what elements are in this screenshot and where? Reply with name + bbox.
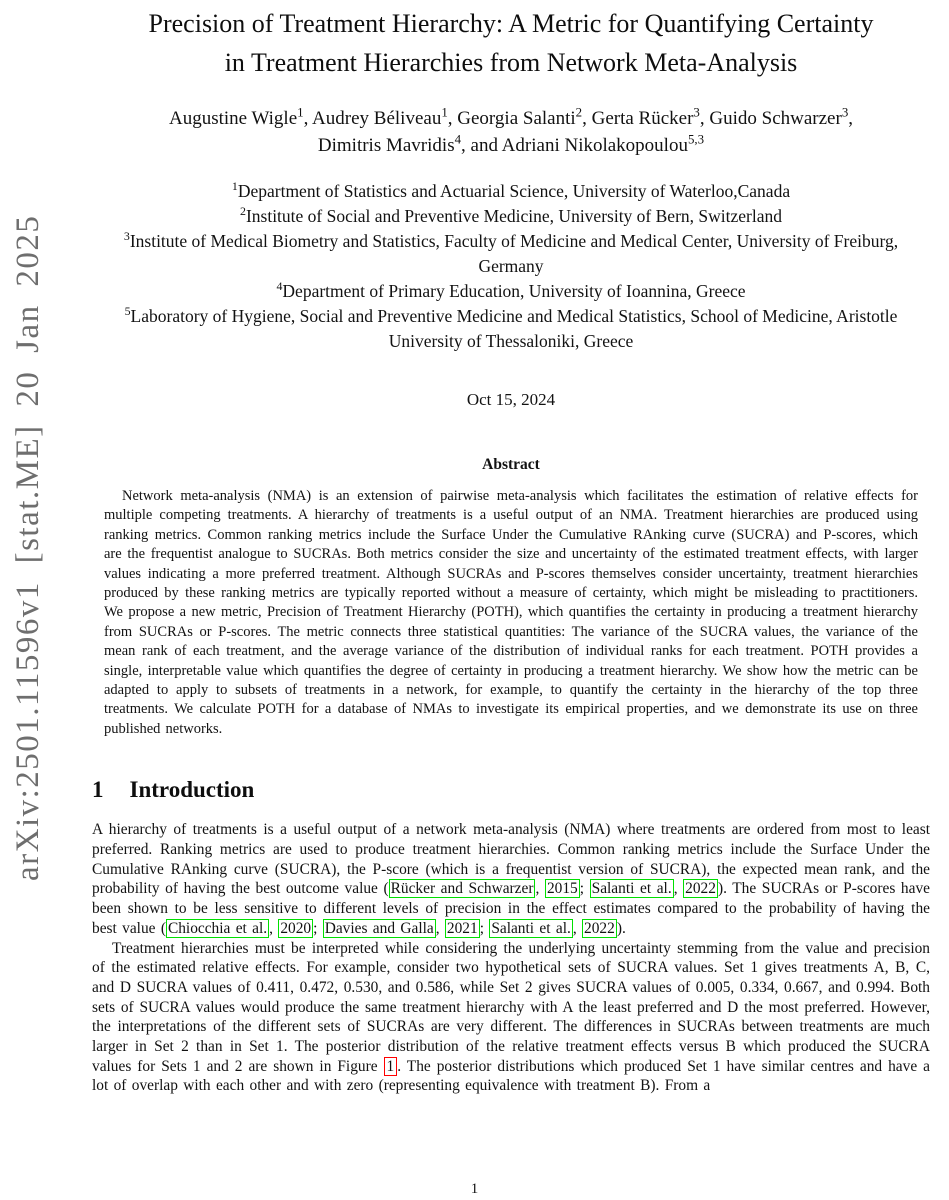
- author-affiliation-superscript: 1: [441, 104, 448, 120]
- affiliation-marker: 3: [123, 229, 130, 244]
- affiliation-marker: 1: [231, 179, 238, 194]
- author-list: Augustine Wigle$^1$, Audrey Béliveau$^1$, Georgia Salanti$^2$, Gerta Rücker$^3$, Guido Schwarzer$^3$, Dimitris Mavridis$^4$, and Adriani Nikolakopoulou$^{5,3}$: [168, 104, 854, 156]
- intro-paragraph-2: Treatment hierarchies must be interpreted while considering the underlying uncertainty stemming from the value and precision of the estimated relative effects. For example, consider two hypothetical sets of SUCRA values. Set 1 gives treatments A, B, C, and D SUCRA values of 0.411, 0.472, 0.530, and 0.586, while Set 2 gives SUCRA values of 0.005, 0.334, 0.667, and 0.994. Both sets of SUCRA values would produce the same treatment hierarchy with A the least preferred and D the most preferred. However, the interpretations of the different sets of SUCRAs are very different. The differences in SUCRAs between treatments are much larger in Set 2 than in Set 1. The posterior distribution of the relative treatment effects versus B which produced the SUCRA values for Sets 1 and 2 are shown in Figure 1 . The posterior distributions which produced Set 1 have similar centres and have a lot of overlap with each other and with zero (representing equivalence with treatment B). From a: [92, 939, 930, 1095]
- affiliation-line: [92, 204, 930, 229]
- paper-title-line-1: Precision of Treatment Hierarchy: A Metric for Quantifying Certainty: [148, 9, 874, 38]
- citation-link[interactable]: Rücker and Schwarzer: [390, 880, 534, 898]
- affiliation-text: Department of Statistics and Actuarial Science, University of Waterloo,Canada: [237, 181, 791, 201]
- author-affiliation-superscript: 2: [575, 104, 583, 120]
- affiliation-line: [92, 229, 930, 279]
- affiliation-text: Institute of Medical Biometry and Statistics, Faculty of Medicine and Medical Center, University of Freiburg, Germany: [129, 231, 899, 276]
- citation-link[interactable]: Salanti et al.: [491, 919, 571, 937]
- author-affiliation-superscript: 5,3: [687, 131, 705, 147]
- intro-paragraph-1: A hierarchy of treatments is a useful output of a network meta-analysis (NMA) where treatments are ordered from most to least preferred. Ranking metrics are used to produce treatment hierarchies. Common ranking metrics include the Surface Under the Cumulative RAnking curve (SUCRA), the P-score (which is a frequentist version of SUCRA), the expected mean rank, and the probability of having the best outcome value ( Rücker and Schwarzer , 2015 ; Salanti et al. , 2022 ). The SUCRAs or P-scores have been shown to be less sensitive to different levels of precision in the effect estimates compared to the probability of having the best value ( Chiocchia et al. , 2020 ; Davies and Galla , 2021 ; Salanti et al. , 2022 ).: [92, 821, 930, 937]
- affiliation-line: [92, 279, 930, 304]
- author-affiliation-superscript: 1: [297, 104, 304, 120]
- citation-link[interactable]: Chiocchia et al.: [167, 919, 268, 937]
- author-affiliation-superscript: 3: [841, 104, 849, 120]
- abstract-text: Network meta-analysis (NMA) is an extension of pairwise meta-analysis which facilitates the estimation of relative effects for multiple competing treatments. A hierarchy of treatments is a useful output of an NMA. Treatment hierarchies are produced using ranking metrics. Common ranking metrics include the Surface Under the Cumulative RAnking curve (SUCRA) and P-scores, which are the frequentist analogue to SUCRAs. Both metrics consider the size and uncertainty of the estimated treatment effects, with larger values indicating a more preferred treatment. Although SUCRAs and P-scores themselves consider uncertainty, treatment hierarchies produced by these ranking metrics are typically reported without a measure of certainty, which might be misleading to practitioners. We propose a new metric, Precision of Treatment Hierarchy (POTH), which quantifies the certainty in producing a treatment hierarchy from SUCRAs or P-scores. The metric connects three statistical quantities: The variance of the SUCRA values, the variance of the mean rank of each treatment, and the average variance of the distribution of individual ranks for each treatment. POTH provides a single, interpretable value which quantifies the degree of certainty in producing a treatment hierarchy. We show how the metric can be adapted to apply to subsets of treatments in a network, for example, to quantify the certainty in the hierarchy of the top three treatments. We calculate POTH for a database of NMAs to investigate its empirical properties, and we demonstrate its use on three published networks.: [104, 488, 918, 737]
- figure-reference-link[interactable]: 1: [384, 1057, 398, 1076]
- citation-link[interactable]: 2022: [584, 919, 615, 937]
- author-affiliation-superscript: 4: [454, 131, 462, 147]
- affiliation-marker: 5: [124, 304, 131, 319]
- paper-title: [92, 0, 930, 82]
- affiliation-line: [92, 179, 930, 204]
- affiliation-line: [92, 304, 930, 354]
- paper-content: [92, 0, 930, 1096]
- paper-title-line-2: in Treatment Hierarchies from Network Meta-Analysis: [224, 48, 798, 77]
- affiliations: [92, 179, 930, 354]
- citation-link[interactable]: Davies and Galla: [324, 919, 434, 937]
- section-heading-introduction: [92, 777, 930, 803]
- citation-link[interactable]: 2021: [446, 919, 478, 937]
- affiliation-text: Department of Primary Education, University of Ioannina, Greece: [282, 281, 746, 301]
- citation-link[interactable]: 2020: [280, 919, 312, 937]
- citation-link[interactable]: 2015: [546, 880, 578, 898]
- page-number: 1: [470, 1181, 479, 1197]
- abstract-heading: Abstract: [482, 456, 540, 473]
- citation-link[interactable]: Salanti et al.: [591, 880, 672, 898]
- paper-date: Oct 15, 2024: [466, 390, 556, 409]
- arxiv-watermark: arXiv:2501.11596v1 [stat.ME] 20 Jan 2025: [10, 214, 46, 881]
- affiliation-text: Institute of Social and Preventive Medicine, University of Bern, Switzerland: [245, 206, 782, 226]
- author-affiliation-superscript: 3: [693, 104, 700, 120]
- section-number: 1: [92, 777, 104, 803]
- section-title: Introduction: [129, 777, 255, 803]
- affiliation-marker: 2: [239, 204, 246, 219]
- abstract-section: [92, 456, 930, 739]
- affiliation-text: Laboratory of Hygiene, Social and Preventive Medicine and Medical Statistics, School of Medicine, Aristotle University of Thessaloniki, Greece: [130, 306, 898, 351]
- affiliation-marker: 4: [276, 279, 283, 294]
- citation-link[interactable]: 2022: [685, 880, 716, 898]
